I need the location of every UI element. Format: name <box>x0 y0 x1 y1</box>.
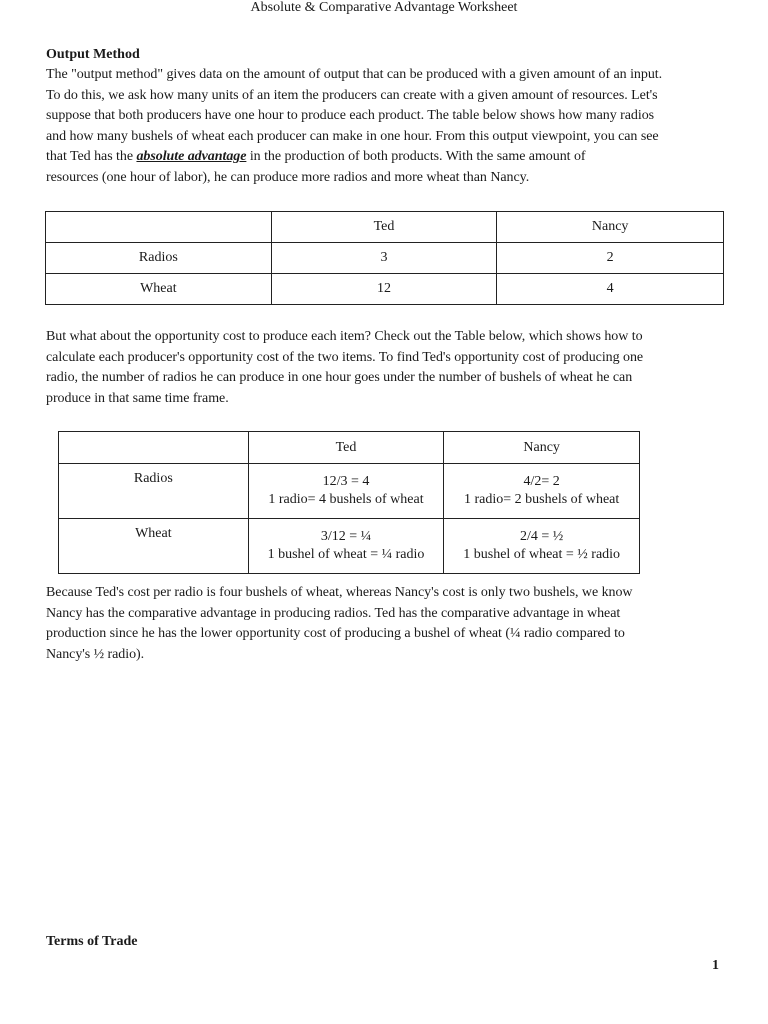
page-title: Absolute & Comparative Advantage Worksheet <box>250 0 518 15</box>
output-method-paragraph <box>46 65 726 189</box>
calc-text: 12/3 = 4 <box>322 474 370 489</box>
calc-text: 2/4 = ½ <box>520 529 564 544</box>
note-text: 1 radio= 2 bushels of wheat <box>464 492 620 507</box>
note-text: 1 radio= 4 bushels of wheat <box>268 492 424 507</box>
table-cell <box>248 519 444 574</box>
paragraph-line: suppose that both producers have one hour to produce each product. The table below shows how many radios <box>46 108 655 124</box>
table-header-cell: Nancy <box>497 212 724 243</box>
table-header-cell: Ted <box>248 432 444 464</box>
row-label: Wheat <box>46 274 272 305</box>
table-cell: 12 <box>271 274 497 305</box>
paragraph-line: resources (one hour of labor), he can produce more radios and more wheat than Nancy. <box>46 169 530 185</box>
table-cell <box>444 464 640 519</box>
terms-of-trade-heading: Terms of Trade <box>46 934 138 949</box>
table-header-cell: Ted <box>271 212 497 243</box>
table-row <box>59 464 640 519</box>
text-run: that Ted has the <box>46 149 137 165</box>
table-cell: 4 <box>497 274 724 305</box>
calc-text: 3/12 = ¼ <box>320 529 372 544</box>
paragraph-line: But what about the opportunity cost to produce each item? Check out the Table below, which shows how to <box>46 329 643 344</box>
paragraph-line: To do this, we ask how many units of an item the producers can create with a given amount of resources. Let's <box>46 87 658 103</box>
text-run: in the production of both products. With the same amount of <box>246 149 586 165</box>
row-label: Wheat <box>59 519 249 574</box>
paragraph-line: production since he has the lower opportunity cost of producing a bushel of wheat (¼ radio compared to <box>46 626 625 642</box>
note-text: 1 bushel of wheat = ½ radio <box>463 547 621 562</box>
paragraph-line: produce in that same time frame. <box>46 390 229 406</box>
row-label: Radios <box>46 243 272 274</box>
row-label: Radios <box>59 464 249 519</box>
paragraph-line: Because Ted's cost per radio is four bushels of wheat, whereas Nancy's cost is only two bushels, we know <box>46 585 633 600</box>
paragraph-line: calculate each producer's opportunity cost of the two items. To find Ted's opportunity cost of producing one <box>46 349 644 365</box>
paragraph-line: Nancy has the comparative advantage in producing radios. Ted has the comparative advantage in wheat <box>46 605 621 621</box>
table-cell: 2 <box>497 243 724 274</box>
table-row <box>59 519 640 574</box>
paragraph-line: radio, the number of radios he can produce in one hour goes under the number of bushels of wheat he can <box>46 370 633 386</box>
table-header-cell: Nancy <box>444 432 640 464</box>
opportunity-cost-paragraph <box>46 327 726 409</box>
paragraph-line <box>46 147 726 168</box>
table-cell <box>248 464 444 519</box>
output-method-heading: Output Method <box>46 47 140 62</box>
table-row <box>46 274 724 305</box>
paragraph-line: and how many bushels of wheat each producer can make in one hour. From this output viewpoint, you can see <box>46 128 659 144</box>
calc-text: 4/2= 2 <box>523 474 560 489</box>
table-header-cell <box>59 432 249 464</box>
table-header-row <box>46 212 724 243</box>
note-text: 1 bushel of wheat = ¼ radio <box>267 547 425 562</box>
table-cell <box>444 519 640 574</box>
table-row <box>46 243 724 274</box>
table-cell: 3 <box>271 243 497 274</box>
absolute-advantage-term: absolute advantage <box>136 149 247 165</box>
page-number: 1 <box>712 958 719 973</box>
comparative-advantage-paragraph <box>46 583 726 665</box>
table-header-row <box>59 432 640 464</box>
output-table <box>45 211 724 305</box>
table-header-cell <box>46 212 272 243</box>
paragraph-line: The "output method" gives data on the amount of output that can be produced with a given amount of an input. <box>46 67 663 82</box>
paragraph-line: Nancy's ½ radio). <box>46 646 145 662</box>
opportunity-cost-table <box>58 431 640 574</box>
